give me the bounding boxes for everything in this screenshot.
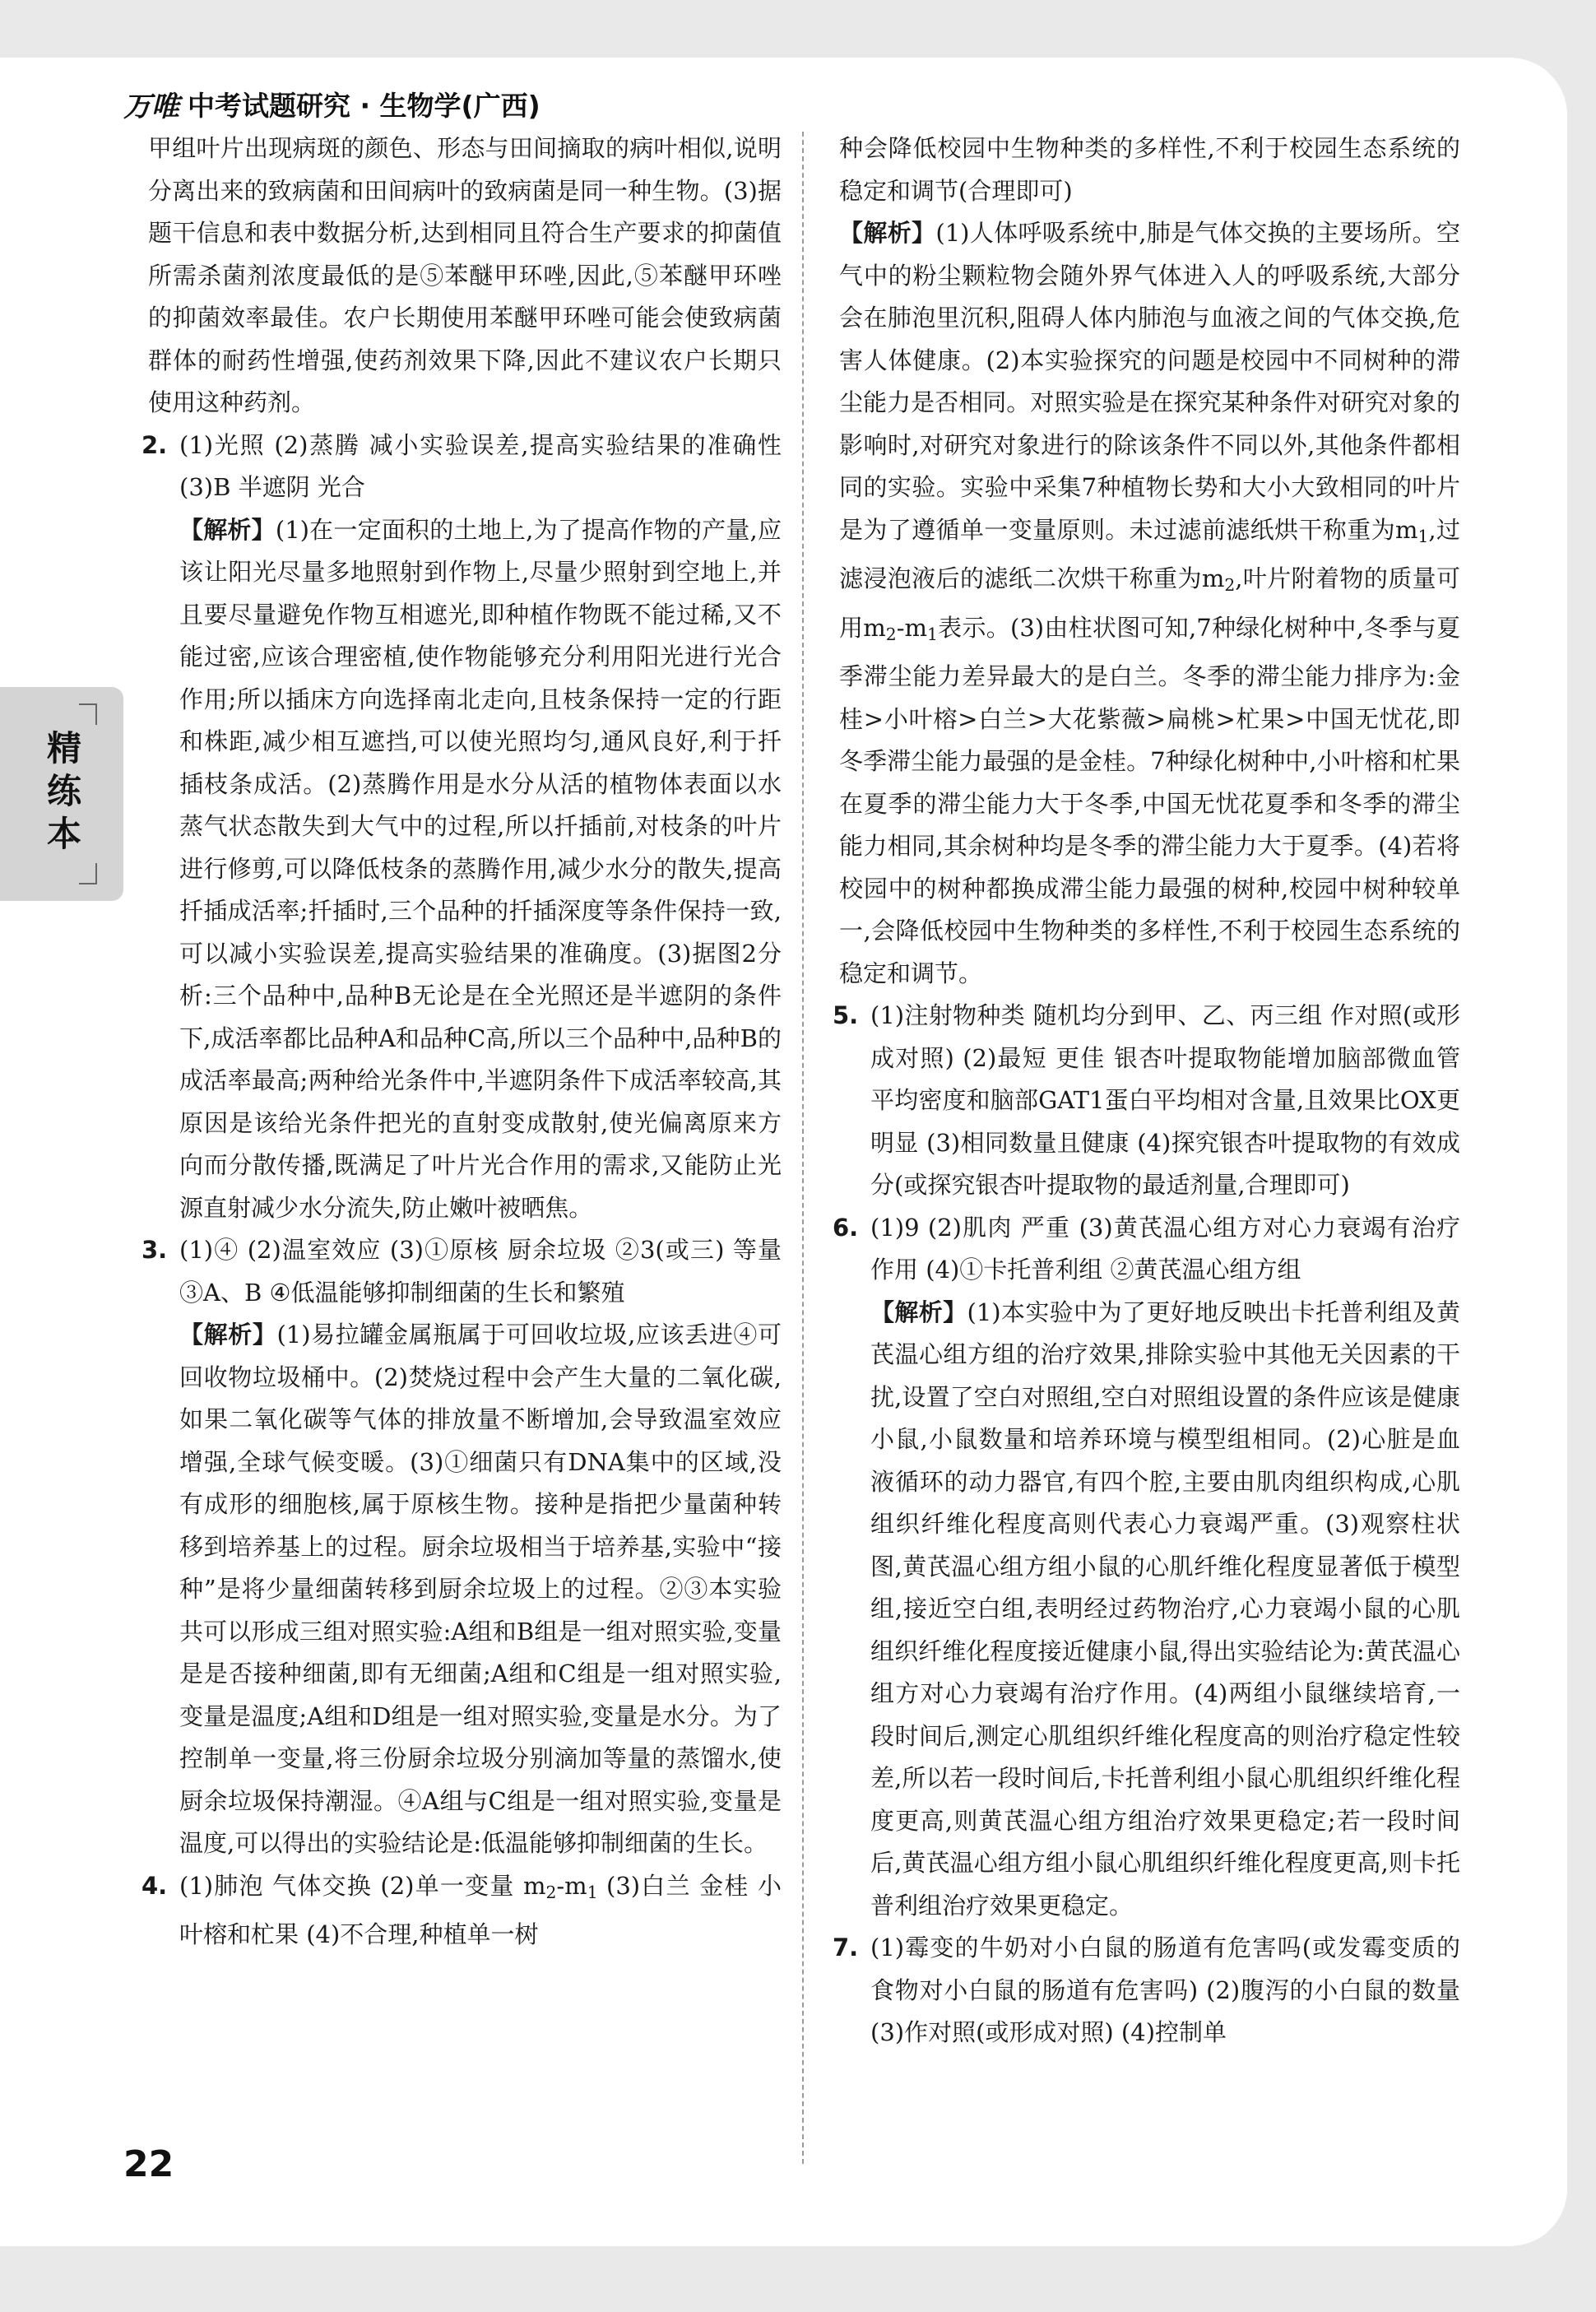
brand-logo: 万唯 (123, 90, 179, 123)
analysis-text: -m (896, 613, 927, 642)
analysis-text: (1)本实验中为了更好地反映出卡托普利组及黄芪温心组方组的治疗效果,排除实验中其他无关因素的干扰,设置了空白对照组,空白对照组设置的条件应该是健康小鼠,小鼠数量和培养环境与模型组相同。(2)心脏是血液循环的动力器官,有四个腔,主要由肌肉组织构成,心肌组织纤维化程度高则代表心力衰竭严重。(3)观察柱状图,黄芪温心组方组小鼠的心肌纤维化程度显著低于模型组,接近空白组,表明经过药物治疗,心力衰竭小鼠的心肌组织纤维化程度接近健康小鼠,得出实验结论为:黄芪温心组方对心力衰竭有治疗作用。(4)两组小鼠继续培育,一段时间后,测定心肌组织纤维化程度高的则治疗稳定性较差,所以若一段时间后,卡托普利组小鼠心肌组织纤维化程度更高,则黄芪温心组方组治疗效果更稳定;若一段时间后,黄芪温心组方组小鼠心肌组织纤维化程度更高,则卡托普利组治疗效果更稳定。 (870, 1298, 1460, 1920)
question-number: 2. (142, 430, 168, 459)
question-number: 6. (833, 1213, 859, 1242)
question-3 (142, 1229, 782, 1865)
analysis-text: ,过滤浸泡液后的滤纸二次烘干称重为m (839, 515, 1460, 593)
q4-analysis (839, 212, 1460, 995)
question-number: 7. (833, 1934, 859, 1962)
answer-text: (1)9 (2)肌肉 严重 (3)黄芪温心组方对心力衰竭有治疗作用 (4)①卡托普利组 ②黄芪温心组方组 (870, 1213, 1460, 1284)
analysis-tag: 【解析】 (179, 515, 276, 544)
answer-text: (1)霉变的牛奶对小白鼠的肠道有危害吗(或发霉变质的食物对小白鼠的肠道有危害吗) (2)腹泻的小白鼠的数量 (3)作对照(或形成对照) (4)控制单 (870, 1934, 1460, 2047)
bracket-bottom-decoration (79, 863, 97, 884)
analysis-text: ,叶片附着物的质量可用m (839, 564, 1460, 642)
column-divider (802, 132, 804, 2164)
answer-text: (3)白兰 金桂 小叶榕和杧果 (4)不合理,种植单一树 (179, 1871, 782, 1949)
q1-analysis-continued: 甲组叶片出现病斑的颜色、形态与田间摘取的病叶相似,说明分离出来的致病菌和田间病叶的致病菌是同一种生物。(3)据题干信息和表中数据分析,达到相同且符合生产要求的抑菌值所需杀菌剂浓度最低的是⑤苯醚甲环唑,因此,⑤苯醚甲环唑的抑菌效率最佳。农户长期使用苯醚甲环唑可能会使致病菌群体的耐药性增强,使药剂效果下降,因此不建议农户长期只使用这种药剂。 (148, 134, 782, 416)
running-header (123, 82, 541, 125)
analysis-tag: 【解析】 (839, 219, 936, 247)
question-number: 5. (833, 1001, 859, 1030)
analysis-text: (1)人体呼吸系统中,肺是气体交换的主要场所。空气中的粉尘颗粒物会随外界气体进入人的呼吸系统,大部分会在肺泡里沉积,阻碍人体内肺泡与血液之间的气体交换,危害人体健康。(2)本实验探究的问题是校园中不同树种的滞尘能力是否相同。对照实验是在探究某种条件对研究对象的影响时,对研究对象进行的除该条件不同以外,其他条件都相同的实验。实验中采集7种植物长势和大小大致相同的叶片是为了遵循单一变量原则。未过滤前滤纸烘干称重为m (839, 219, 1460, 544)
analysis-tag: 【解析】 (870, 1298, 967, 1326)
q4-answer-continued: 种会降低校园中生物种类的多样性,不利于校园生态系统的稳定和调节(合理即可) (839, 134, 1460, 205)
question-4 (142, 1865, 782, 1957)
subscript: 1 (927, 624, 938, 644)
analysis-tag: 【解析】 (179, 1321, 277, 1349)
answer-text: (1)④ (2)温室效应 (3)①原核 厨余垃圾 ②3(或三) 等量 ③A、B ④低温能够抑制细菌的生长和繁殖 (179, 1236, 782, 1307)
analysis-text: (1)易拉罐金属瓶属于可回收垃圾,应该丢进④可回收物垃圾桶中。(2)焚烧过程中会产生大量的二氧化碳,如果二氧化碳等气体的排放量不断增加,会导致温室效应增强,全球气候变暖。(3)①细菌只有DNA集中的区域,没有成形的细胞核,属于原核生物。接种是指把少量菌种转移到培养基上的过程。厨余垃圾相当于培养基,实验中“接种”是将少量细菌转移到厨余垃圾上的过程。②③本实验共可以形成三组对照实验:A组和B组是一组对照实验,变量是是否接种细菌,即有无细菌;A组和C组是一组对照实验,变量是温度;A组和D组是一组对照实验,变量是水分。为了控制单一变量,将三份厨余垃圾分别滴加等量的蒸馏水,使厨余垃圾保持潮湿。④A组与C组是一组对照实验,变量是温度,可以得出的实验结论是:低温能够抑制细菌的生长。 (179, 1321, 782, 1857)
side-tab-label: 精练本 (42, 730, 82, 858)
question-7 (833, 1927, 1460, 2054)
question-6 (833, 1207, 1460, 1928)
analysis-text: 表示。(3)由柱状图可知,7种绿化树种中,冬季与夏季滞尘能力差异最大的是白兰。冬季的滞尘能力排序为:金桂>小叶榕>白兰>大花紫薇>扁桃>杧果>中国无忧花,即冬季滞尘能力最强的是金桂。7种绿化树种中,小叶榕和杧果在夏季的滞尘能力大于冬季,中国无忧花夏季和冬季的滞尘能力相同,其余树种均是冬季的滞尘能力大于夏季。(4)若将校园中的树种都换成滞尘能力最强的树种,校园中树种较单一,会降低校园中生物种类的多样性,不利于校园生态系统的稳定和调节。 (839, 613, 1461, 987)
answer-text: (1)光照 (2)蒸腾 减小实验误差,提高实验结果的准确性 (3)B 半遮阴 光合 (179, 430, 782, 501)
analysis-text: (1)在一定面积的土地上,为了提高作物的产量,应该让阳光尽量多地照射到作物上,尽量少照射到空地上,并且要尽量避免作物互相遮光,即种植作物既不能过稀,又不能过密,应该合理密植,使作物能够充分利用阳光进行光合作用;所以插床方向选择南北走向,且枝条保持一定的行距和株距,减少相互遮挡,可以使光照均匀,通风良好,利于扦插枝条成活。(2)蒸腾作用是水分从活的植物体表面以水蒸气状态散失到大气中的过程,所以扦插前,对枝条的叶片进行修剪,可以降低枝条的蒸腾作用,减少水分的散失,提高扦插成活率;扦插时,三个品种的扦插深度等条件保持一致,可以减小实验误差,提高实验结果的准确度。(3)据图2分析:三个品种中,品种B无论是在全光照还是半遮阴的条件下,成活率都比品种A和品种C高,所以三个品种中,品种B的成活率最高;两种给光条件中,半遮阴条件下成活率较高,其原因是该给光条件把光的直射变成散射,使光偏离原来方向而分散传播,既满足了叶片光合作用的需求,又能防止光源直射减少水分流失,防止嫩叶被晒焦。 (179, 515, 782, 1222)
answer-text: -m (556, 1871, 587, 1900)
question-number: 4. (142, 1871, 168, 1900)
question-2 (142, 425, 782, 1230)
left-column (142, 128, 782, 2160)
page-number: 22 (123, 2143, 174, 2185)
question-5 (833, 995, 1460, 1207)
subscript: 1 (1417, 526, 1429, 546)
subscript: 2 (545, 1882, 557, 1902)
bracket-top-decoration (79, 703, 97, 725)
answer-text: (1)肺泡 气体交换 (2)单一变量 m (179, 1871, 546, 1900)
subscript: 1 (587, 1882, 598, 1902)
subscript: 2 (885, 624, 897, 644)
answer-text: (1)注射物种类 随机均分到甲、乙、丙三组 作对照(或形成对照) (2)最短 更佳 银杏叶提取物能增加脑部微血管平均密度和脑部GAT1蛋白平均相对含量,且效果比OX更明显 (3)相同数量且健康 (4)探究银杏叶提取物的有效成分(或探究银杏叶提取物的最适剂量,合理即可) (870, 1001, 1460, 1200)
side-tab (0, 687, 123, 901)
question-number: 3. (142, 1236, 168, 1264)
subscript: 2 (1224, 575, 1236, 596)
header-title: 中考试题研究 · 生物学(广西) (188, 89, 541, 122)
right-column (833, 128, 1461, 2160)
